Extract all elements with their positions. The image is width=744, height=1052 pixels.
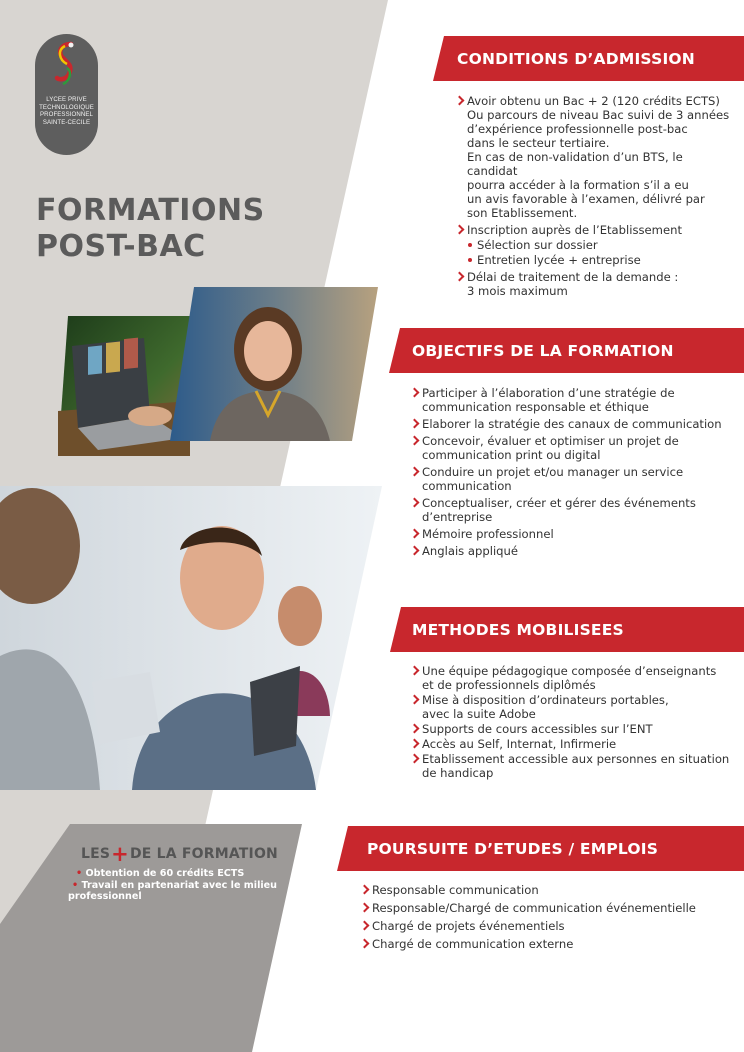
list-item [361, 937, 731, 951]
list-item-text: Inscription auprès de l’Etablissement [467, 223, 682, 237]
les-plus-item-continued: professionnel [68, 891, 142, 902]
methodes-banner [390, 607, 744, 652]
list-item-text: d’entreprise [422, 510, 493, 524]
bullet-icon: • [76, 868, 83, 879]
list-item [411, 527, 736, 541]
list-item-text: Ou parcours de niveau Bac suivi de 3 années [467, 108, 730, 122]
methodes-heading: METHODES MOBILISEES [412, 620, 624, 639]
list-item [411, 434, 736, 462]
list-item [411, 693, 736, 721]
les-plus-item-text: Travail en partenariat avec le milieu [81, 879, 277, 891]
students-classroom-photo [0, 486, 382, 790]
list-item [456, 223, 736, 267]
list-item [411, 737, 736, 751]
list-item-text: d’expérience professionnelle post-bac [467, 122, 688, 136]
list-item-text: Une équipe pédagogique composée d’enseignants [422, 664, 717, 678]
title-line-1: FORMATIONS [36, 193, 265, 228]
les-plus-heading-part: LES [81, 846, 111, 862]
list-item [456, 94, 736, 220]
list-item-text: Chargé de communication externe [372, 937, 574, 951]
les-plus-heading [81, 842, 278, 866]
list-item-text: communication responsable et éthique [422, 400, 649, 414]
list-item [411, 544, 736, 558]
admission-heading: CONDITIONS D’ADMISSION [457, 49, 695, 68]
school-logo [35, 34, 98, 155]
list-item-text: pourra accéder à la formation s’il a eu [467, 178, 689, 192]
list-item [411, 465, 736, 493]
logo-line: TECHNOLOGIQUE [39, 103, 94, 111]
les-plus-item-text: Obtention de 60 crédits ECTS [85, 868, 245, 879]
list-item-text: En cas de non-validation d’un BTS, le candidat [467, 150, 683, 178]
admission-banner [433, 36, 744, 81]
list-item-text: Mise à disposition d’ordinateurs portables, [422, 693, 669, 707]
list-item-text: Participer à l’élaboration d’une stratégie de [422, 386, 675, 400]
sub-list [467, 238, 736, 267]
list-item-text: Conceptualiser, créer et gérer des événements [422, 496, 696, 510]
les-plus-heading-part: DE LA FORMATION [129, 846, 278, 862]
list-item-text: Conduire un projet et/ou manager un service [422, 465, 684, 479]
logo-text [35, 96, 98, 126]
list-item-text: son Etablissement. [467, 206, 578, 220]
list-item-text: et de professionnels diplômés [422, 678, 596, 692]
logo-line: PROFESSIONNEL [39, 111, 94, 119]
logo-emblem-icon [49, 40, 85, 92]
list-item-text: Elaborer la stratégie des canaux de communication [422, 417, 722, 431]
list-item-text: Avoir obtenu un Bac + 2 (120 crédits ECTS) [467, 94, 720, 108]
list-item [361, 919, 731, 933]
list-item-text: Mémoire professionnel [422, 527, 554, 541]
student-woman-photo [170, 287, 378, 441]
list-item-text: Concevoir, évaluer et optimiser un projet de [422, 434, 679, 448]
list-item-text: dans le secteur tertiaire. [467, 136, 610, 150]
admission-list [456, 94, 736, 301]
list-item-text: Chargé de projets événementiels [372, 919, 565, 933]
logo-line: LYCEE PRIVE [46, 96, 87, 103]
list-item-text: Responsable communication [372, 883, 539, 897]
poursuite-banner [337, 826, 744, 871]
logo-line: SAINTE-CECILE [42, 118, 91, 126]
list-item-text: avec la suite Adobe [422, 707, 536, 721]
list-item [411, 664, 736, 692]
list-item-text: Supports de cours accessibles sur l’ENT [422, 722, 653, 736]
list-item-text: Etablissement accessible aux personnes en situation [422, 752, 730, 766]
les-plus-item [68, 880, 288, 892]
poursuite-heading: POURSUITE D’ETUDES / EMPLOIS [367, 839, 659, 858]
list-item [411, 722, 736, 736]
list-item [411, 752, 736, 780]
list-item-text: Accès au Self, Internat, Infirmerie [422, 737, 617, 751]
sub-list-item: Entretien lycée + entreprise [467, 253, 736, 267]
les-plus-item [68, 868, 288, 880]
objectifs-banner [389, 328, 744, 373]
list-item-text: de handicap [422, 766, 494, 780]
list-item [411, 417, 736, 431]
methodes-list [411, 664, 736, 781]
list-item-text: communication [422, 479, 512, 493]
list-item-text: Délai de traitement de la demande : [467, 270, 679, 284]
title-line-2: POST-BAC [36, 229, 206, 264]
objectifs-heading: OBJECTIFS DE LA FORMATION [412, 341, 674, 360]
objectifs-list [411, 386, 736, 561]
list-item [411, 386, 736, 414]
list-item-text: Responsable/Chargé de communication événementielle [372, 901, 696, 915]
list-item-text: 3 mois maximum [467, 284, 568, 298]
list-item [411, 496, 736, 524]
poursuite-list [361, 883, 731, 955]
list-item-text: communication print ou digital [422, 448, 601, 462]
list-item-text: Anglais appliqué [422, 544, 519, 558]
list-item [361, 883, 731, 897]
list-item [456, 270, 736, 298]
page-title [36, 193, 265, 265]
les-plus-list [68, 868, 288, 903]
list-item [361, 901, 731, 915]
sub-list-item: Sélection sur dossier [467, 238, 736, 252]
bullet-icon: • [72, 879, 79, 891]
list-item-text: un avis favorable à l’examen, délivré par [467, 192, 705, 206]
red-plus-icon: + [111, 842, 129, 866]
